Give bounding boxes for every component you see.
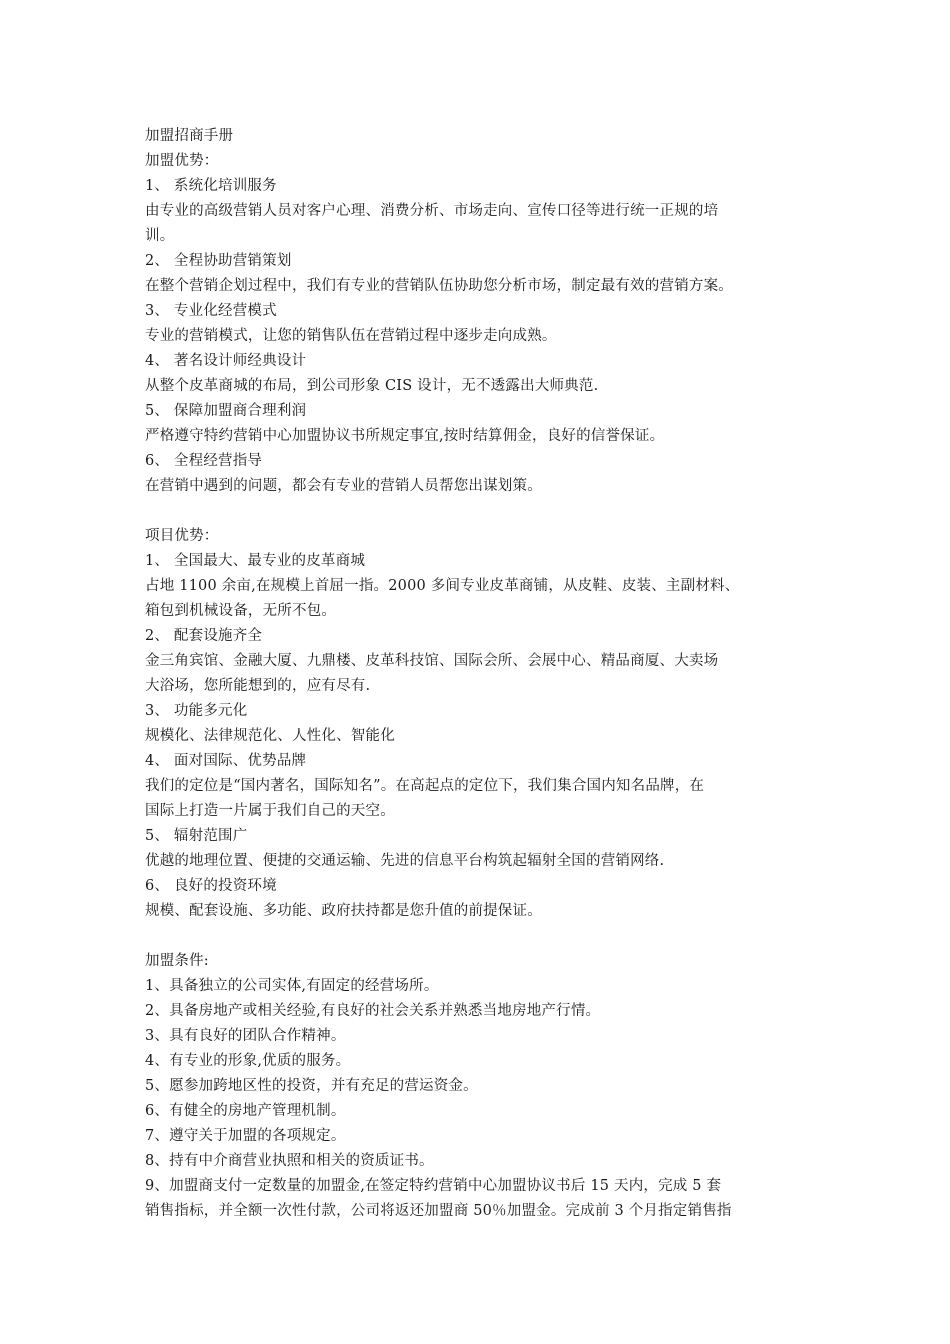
item-text: 专业的营销模式，让您的销售队伍在营销过程中逐步走向成熟。	[145, 328, 557, 344]
condition-item: 9、加盟商支付一定数量的加盟金,在签定特约营销中心加盟协议书后 15 天内，完成 5 套	[145, 1178, 722, 1194]
item-text: 在整个营销企划过程中，我们有专业的营销队伍协助您分析市场，制定最有效的营销方案。	[145, 278, 733, 294]
document-body	[145, 124, 825, 1224]
item-text: 训。	[145, 228, 175, 244]
item-text: 大浴场，您所能想到的，应有尽有.	[145, 678, 371, 694]
section-heading-conditions: 加盟条件:	[145, 953, 209, 969]
item-text: 优越的地理位置、便捷的交通运输、先进的信息平台构筑起辐射全国的营销网络.	[145, 853, 665, 869]
item-text: 国际上打造一片属于我们自己的天空。	[145, 803, 395, 819]
item-title: 3、 专业化经营模式	[145, 303, 277, 319]
item-title: 6、 良好的投资环境	[145, 878, 277, 894]
item-text: 严格遵守特约营销中心加盟协议书所规定事宜,按时结算佣金，良好的信誉保证。	[145, 428, 665, 444]
condition-item: 6、有健全的房地产管理机制。	[145, 1103, 346, 1119]
condition-item: 3、具有良好的团队合作精神。	[145, 1028, 346, 1044]
item-text: 金三角宾馆、金融大厦、九鼎楼、皮革科技馆、国际会所、会展中心、精品商厦、大卖场	[145, 653, 719, 669]
item-text: 在营销中遇到的问题，都会有专业的营销人员帮您出谋划策。	[145, 478, 542, 494]
document-title: 加盟招商手册	[145, 128, 234, 144]
condition-item: 7、遵守关于加盟的各项规定。	[145, 1128, 346, 1144]
item-text: 我们的定位是“国内著名，国际知名”。在高起点的定位下，我们集合国内知名品牌，在	[145, 778, 705, 794]
section-spacer	[145, 924, 825, 949]
section-heading-project-advantages: 项目优势：	[145, 528, 219, 544]
item-text: 规模、配套设施、多功能、政府扶持都是您升值的前提保证。	[145, 903, 542, 919]
item-text: 占地 1100 余亩,在规模上首屈一指。2000 多间专业皮革商铺，从皮鞋、皮装、主副材料、	[145, 578, 740, 594]
item-text: 由专业的高级营销人员对客户心理、消费分析、市场走向、宣传口径等进行统一正规的培	[145, 203, 719, 219]
item-title: 6、 全程经营指导	[145, 453, 263, 469]
condition-item: 销售指标，并全额一次性付款，公司将返还加盟商 50％加盟金。完成前 3 个月指定销售指	[145, 1203, 732, 1219]
condition-item: 1、具备独立的公司实体,有固定的经营场所。	[145, 978, 439, 994]
section-spacer	[145, 499, 825, 524]
condition-item: 5、愿参加跨地区性的投资，并有充足的营运资金。	[145, 1078, 478, 1094]
section-heading-franchise-advantages: 加盟优势：	[145, 153, 219, 169]
condition-item: 2、具备房地产或相关经验,有良好的社会关系并熟悉当地房地产行情。	[145, 1003, 601, 1019]
item-title: 3、 功能多元化	[145, 703, 248, 719]
item-title: 1、 全国最大、最专业的皮革商城	[145, 553, 366, 569]
item-text: 从整个皮革商城的布局，到公司形象 CIS 设计，无不透露出大师典范.	[145, 378, 599, 394]
item-title: 2、 全程协助营销策划	[145, 253, 292, 269]
item-text: 箱包到机械设备，无所不包。	[145, 603, 337, 619]
item-title: 1、 系统化培训服务	[145, 178, 277, 194]
condition-item: 8、持有中介商营业执照和相关的资质证书。	[145, 1153, 434, 1169]
item-title: 2、 配套设施齐全	[145, 628, 263, 644]
item-title: 4、 面对国际、优势品牌	[145, 753, 307, 769]
item-title: 5、 保障加盟商合理利润	[145, 403, 307, 419]
item-title: 4、 著名设计师经典设计	[145, 353, 307, 369]
item-title: 5、 辐射范围广	[145, 828, 248, 844]
item-text: 规模化、法律规范化、人性化、智能化	[145, 728, 395, 744]
condition-item: 4、有专业的形象,优质的服务。	[145, 1053, 351, 1069]
